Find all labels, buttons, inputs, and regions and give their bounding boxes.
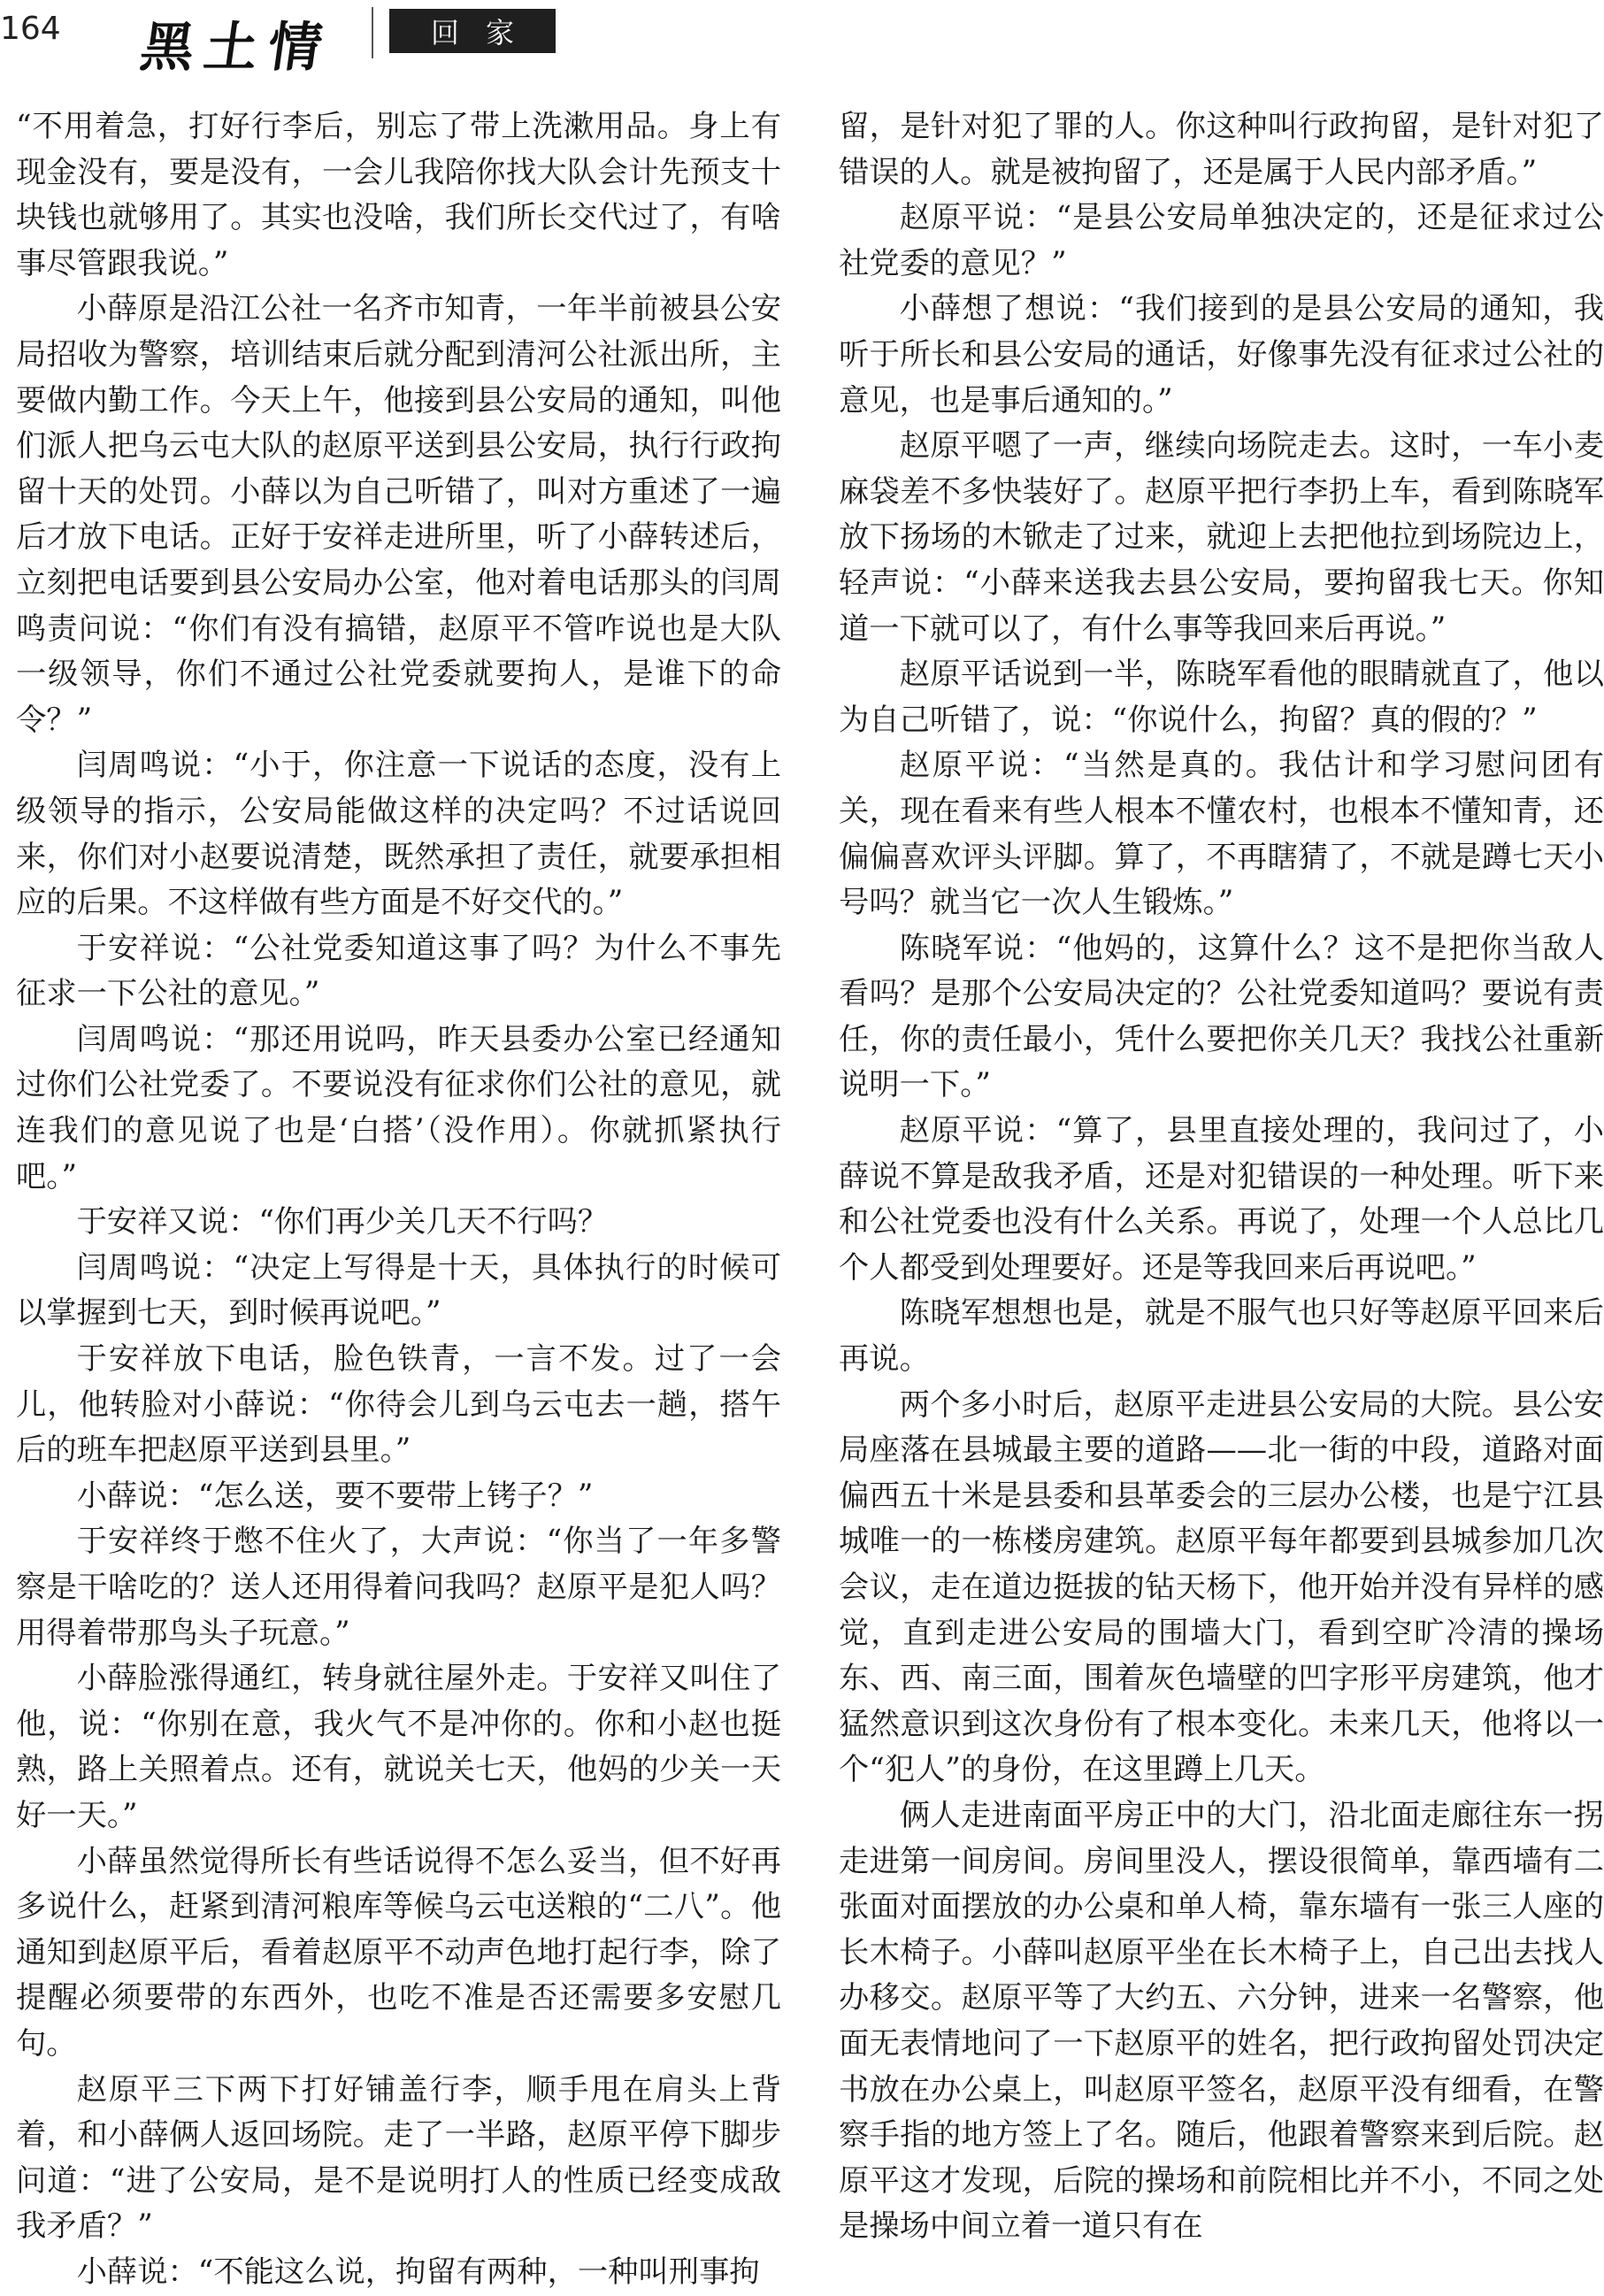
paragraph: 小薛脸涨得通红，转身就往屋外走。于安祥又叫住了他，说：“你别在意，我火气不是冲你的。你和小赵也挺熟，路上关照着点。还有，就说关七天，他妈的少关一天好一天。” bbox=[16, 1661, 781, 1833]
page-number: 164 bbox=[0, 11, 61, 47]
paragraph: 小薛虽然觉得所长有些话说得不怎么妥当，但不好再多说什么，赶紧到清河粮库等候乌云屯送粮的“二八”。他通知到赵原平后，看着赵原平不动声色地打起行李，除了提醒必须要带的东西外，也吃不准是否还需要多安慰几句。 bbox=[16, 1843, 781, 2062]
paragraph: 于安祥说：“公社党委知道这事了吗？为什么不事先征求一下公社的意见。” bbox=[16, 930, 781, 1012]
left-column bbox=[16, 104, 781, 2290]
paragraph: 小薛原是沿江公社一名齐市知青，一年半前被县公安局招收为警察，培训结束后就分配到清河公社派出所，主要做内勤工作。今天上午，他接到县公安局的通知，叫他们派人把乌云屯大队的赵原平送到县公安局，执行行政拘留十天的处罚。小薛以为自己听错了，叫对方重述了一遍后才放下电话。正好于安祥走进所里，听了小薛转述后，立刻把电话要到县公安局办公室，他对着电话那头的闫周鸣责问说：“你们有没有搞错，赵原平不管咋说也是大队一级领导，你们不通过公社党委就要拘人，是谁下的命令？” bbox=[16, 291, 781, 738]
paragraph: 陈晓军说：“他妈的，这算什么？这不是把你当敌人看吗？是那个公安局决定的？公社党委知道吗？要说有责任，你的责任最小，凭什么要把你关几天？我找公社重新说明一下。” bbox=[839, 930, 1604, 1103]
magazine-title: 黑土情 bbox=[136, 17, 337, 79]
paragraph: 赵原平说：“是县公安局单独决定的，还是征求过公社党委的意见？” bbox=[839, 200, 1604, 281]
paragraph: 闫周鸣说：“那还用说吗，昨天县委办公室已经通知过你们公社党委了。不要说没有征求你们公社的意见，就连我们的意见说了也是‘白搭’（没作用）。你就抓紧执行吧。” bbox=[16, 1021, 781, 1194]
right-column bbox=[839, 104, 1604, 2263]
paragraph: 于安祥放下电话，脸色铁青，一言不发。过了一会儿，他转脸对小薛说：“你待会儿到乌云屯去一趟，搭午后的班车把赵原平送到县里。” bbox=[16, 1341, 781, 1469]
paragraph: 小薛想了想说：“我们接到的是县公安局的通知，我听于所长和县公安局的通话，好像事先没有征求过公社的意见，也是事后通知的。” bbox=[839, 291, 1604, 419]
paragraph: 陈晓军想想也是，就是不服气也只好等赵原平回来后再说。 bbox=[839, 1295, 1604, 1378]
paragraph: 小薛说：“怎么送，要不要带上铐子？” bbox=[76, 1478, 594, 1514]
paragraph: 赵原平说：“当然是真的。我估计和学习慰问团有关，现在看来有些人根本不懂农村，也根本不懂知青，还偏偏喜欢评头评脚。算了，不再瞎猜了，不就是蹲七天小号吗？就当它一次人生锻炼。” bbox=[839, 748, 1604, 921]
paragraph: 俩人走进南面平房正中的大门，沿北面走廊往东一拐走进第一间房间。房间里没人，摆设很简单，靠西墙有二张面对面摆放的办公桌和单人椅，靠东墙有一张三人座的长木椅子。小薛叫赵原平坐在长木椅子上，自己出去找人办移交。赵原平等了大约五、六分钟，进来一名警察，他面无表情地问了一下赵原平的姓名，把行政拘留处罚决定书放在办公桌上，叫赵原平签名，赵原平没有细看，在警察手指的地方签上了名。随后，他跟着警察来到后院。赵原平这才发现，后院的操场和前院相比并不小，不同之处是操场中间立着一道只有在 bbox=[839, 1797, 1604, 2245]
header-divider bbox=[372, 7, 373, 58]
paragraph: 赵原平说：“算了，县里直接处理的，我问过了，小薛说不算是敌我矛盾，还是对犯错误的一种处理。听下来和公社党委也没有什么关系。再说了，处理一个人总比几个人都受到处理要好。还是等我回来后再说吧。” bbox=[839, 1113, 1604, 1286]
paragraph: 两个多小时后，赵原平走进县公安局的大院。县公安局座落在县城最主要的道路——北一街的中段，道路对面偏西五十米是县委和县革委会的三层办公楼，也是宁江县城唯一的一栋楼房建筑。赵原平每年都要到县城参加几次会议，走在道边挺拔的钻天杨下，他开始并没有异样的感觉，直到走进公安局的围墙大门，看到空旷冷清的操场东、西、南三面，围着灰色墙壁的凹字形平房建筑，他才猛然意识到这次身份有了根本变化。未来几天，他将以一个“犯人”的身份，在这里蹲上几天。 bbox=[839, 1386, 1604, 1788]
paragraph: 于安祥终于憋不住火了，大声说：“你当了一年多警察是干啥吃的？送人还用得着问我吗？赵原平是犯人吗？用得着带那鸟头子玩意。” bbox=[16, 1524, 781, 1651]
paragraph: 小薛说：“不能这么说，拘留有两种，一种叫刑事拘 bbox=[76, 2254, 760, 2290]
paragraph: 于安祥又说：“你们再少关几天不行吗？ bbox=[76, 1204, 609, 1240]
paragraph: 闫周鸣说：“小于，你注意一下说话的态度，没有上级领导的指示，公安局能做这样的决定吗？不过话说回来，你们对小赵要说清楚，既然承担了责任，就要承担相应的后果。不这样做有些方面是不好交代的。” bbox=[16, 748, 781, 921]
paragraph: 赵原平话说到一半，陈晓军看他的眼睛就直了，他以为自己听错了，说：“你说什么，拘留？真的假的？” bbox=[839, 657, 1604, 738]
paragraph: “不用着急，打好行李后，别忘了带上洗漱用品。身上有现金没有，要是没有，一会儿我陪你找大队会计先预支十块钱也就够用了。其实也没啥，我们所长交代过了，有啥事尽管跟我说。” bbox=[16, 109, 781, 281]
paragraph: 赵原平三下两下打好铺盖行李，顺手甩在肩头上背着，和小薛俩人返回场院。走了一半路，赵原平停下脚步问道：“进了公安局，是不是说明打人的性质已经变成敌我矛盾？” bbox=[16, 2071, 781, 2245]
section-tag: 回家 bbox=[389, 9, 556, 53]
paragraph: 留，是针对犯了罪的人。你这种叫行政拘留，是针对犯了错误的人。就是被拘留了，还是属于人民内部矛盾。” bbox=[839, 109, 1604, 190]
paragraph: 闫周鸣说：“决定上写得是十天，具体执行的时候可以掌握到七天，到时候再说吧。” bbox=[16, 1249, 781, 1332]
paragraph: 赵原平嗯了一声，继续向场院走去。这时，一车小麦麻袋差不多快装好了。赵原平把行李扔上车，看到陈晓军放下扬场的木锨走了过来，就迎上去把他拉到场院边上，轻声说：“小薛来送我去县公安局，要拘留我七天。你知道一下就可以了，有什么事等我回来后再说。” bbox=[839, 428, 1604, 647]
page-header bbox=[0, 0, 1592, 79]
